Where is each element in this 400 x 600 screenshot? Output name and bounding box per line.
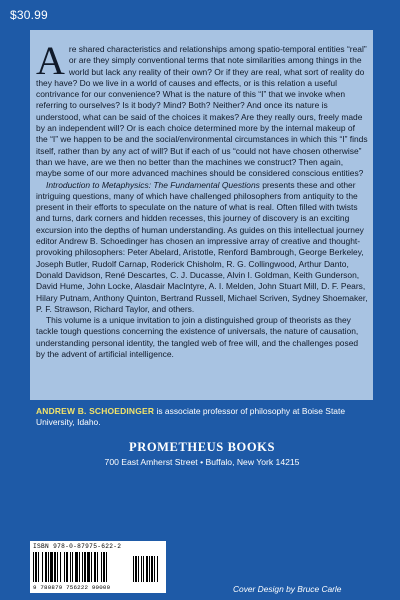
price-label: $30.99 xyxy=(10,8,48,22)
blurb-paragraph-1 xyxy=(36,38,368,180)
drop-cap: A xyxy=(36,38,65,83)
blurb-paragraph-2-text: presents these and other intriguing questions, many of which have challenged philosophers from antiquity to the present in their efforts to speculate on the nature of what is real. Often filled with twists and turns, dark corners and hidden recesses, this journey of discovery is an exciting excursion into the depths of human understanding. As guides on this intellectual journey editor Andrew B. Schoedinger has chosen an impressive array of creative and thought-provoking philosophers: Peter Abelard, Aristotle, Renford Bambrough, George Berkeley, Joseph Butler, Rudolf Carnap, Roderick Chisholm, R. G. Collingwood, Arthur Danto, Donald Davidson, René Descartes, C. J. Ducasse, Alvin I. Goldman, Keith Gunderson, David Hume, John Locke, Alasdair MacIntyre, A. I. Melden, John Stuart Mill, D. F. Pears, Hilary Putnam, Anthony Quinton, Bertrand Russell, Michael Scriven, Sydney Shoemaker, P. F. Strawson, Richard Taylor, and others. xyxy=(36,179,368,314)
publisher-name: PROMETHEUS BOOKS xyxy=(128,440,276,454)
barcode-box xyxy=(30,541,166,593)
blurb-paragraph-2 xyxy=(36,180,368,316)
isbn-text: ISBN 978-0-87975-622-2 xyxy=(33,543,122,550)
blurb-paragraph-3: This volume is a unique invitation to join a distinguished group of theorists as they tackle tough questions concerning the existence of universals, the nature of causation, understanding personal identity, the tangled web of free will, and the challenges posed by the advent of artificial intelligence. xyxy=(36,315,359,360)
barcode-digits: 9 780879 756222 90000 xyxy=(33,584,111,591)
blurb-paragraph-1-text: re shared characteristics and relationships among spatio-temporal entities “real” or are they simply conventional terms that note similarities among things in the world but lack any reality of their own? Or if they are real, what sort of reality do they have? Do we live in a world of causes and effects, or is this relation a useful contrivance for our convenience? What is the nature of this “I” that we invoke when referring to ourselves? Is it body? Mind? Both? Neither? And once its nature is understood, what can be said of the choices it makes? Are they really ours, freely made by an independent will? Or is each choice determined more by the internal makeup of the “I” we happen to be and the social/environmental circumstances in which this “I” finds itself, rather than by any act of will? But if each of us “could not have chosen otherwise” than we have, are we then no better than the machines we construct? Then again, maybe some of our more advanced machines should be considered conscious entities? xyxy=(36,44,368,179)
book-title-italic: Introduction to Metaphysics: The Fundamental Questions xyxy=(46,179,260,190)
publisher-block xyxy=(36,426,368,467)
author-name: ANDREW B. SCHOEDINGER xyxy=(36,406,155,416)
author-bio-text: is associate professor of philosophy at Boise State University, Idaho. xyxy=(36,406,346,428)
blurb-text xyxy=(36,38,368,360)
cover-design-credit: Cover Design by Bruce Carle xyxy=(233,584,342,594)
barcode-image xyxy=(33,552,163,584)
publisher-address: 700 East Amherst Street • Buffalo, New York 14215 xyxy=(104,457,300,467)
